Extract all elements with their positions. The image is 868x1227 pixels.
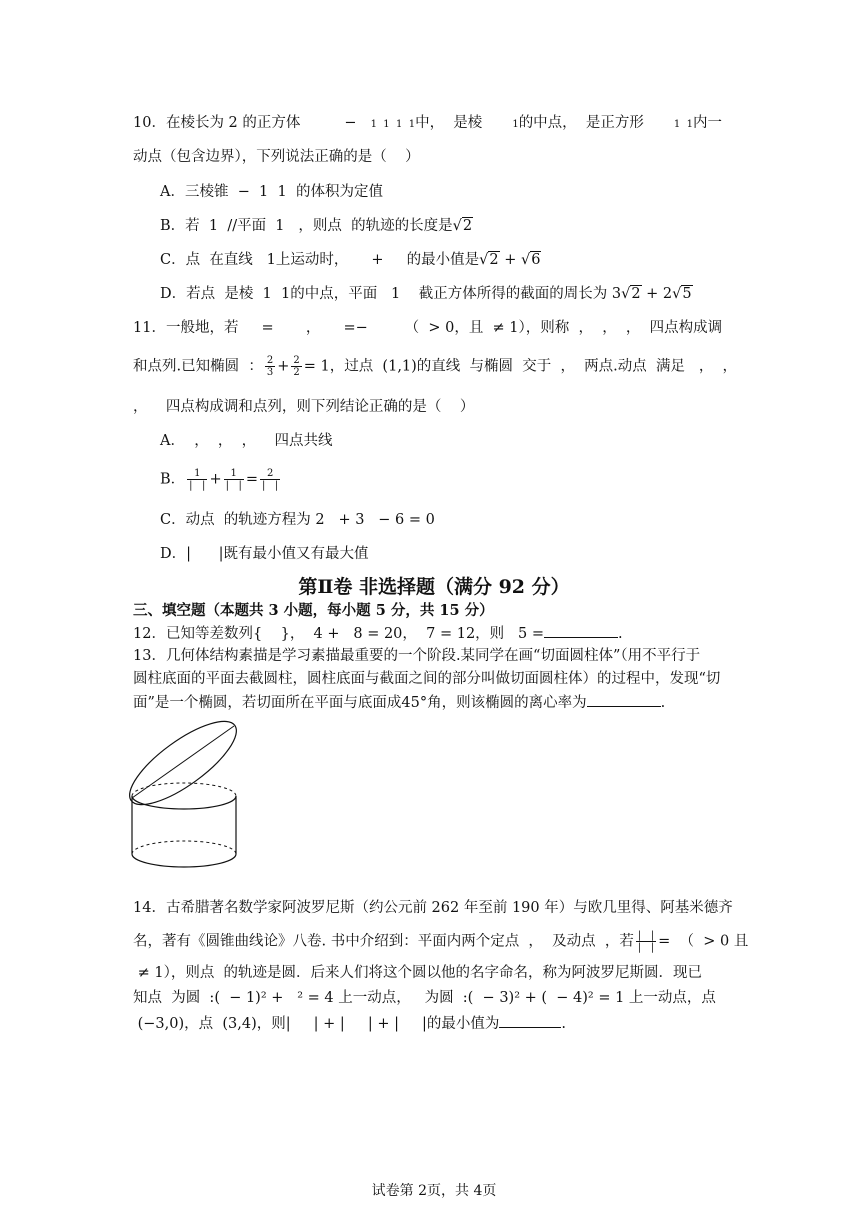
q10-option-b: B．若 1 //平面 1 ，则点 的轨迹的长度是√2 bbox=[160, 218, 473, 234]
part-three-heading: 三、填空题（本题共 3 小题，每小题 5 分，共 15 分） bbox=[133, 602, 494, 619]
cut-cylinder-figure bbox=[125, 718, 245, 878]
q11-option-b: B． $\frac{1}{| |}$ + $\frac{1}{| |}$ = $\frac{2}{| |}$ bbox=[160, 468, 279, 491]
q10-stem-line2: 动点（包含边界），下列说法正确的是（ ） bbox=[133, 149, 420, 165]
q10-option-c: C．点 在直线 1上运动时， + 的最小值是√2 + √6 bbox=[160, 252, 541, 268]
q14-stem-line2: 名，著有《圆锥曲线论》八卷. 书中介绍到：平面内两个定点 ， 及动点 ，若 $\frac{| |}{| |}$ = （ > 0 且 bbox=[133, 930, 749, 953]
q10-option-a: A．三棱锥 − 1 1 的体积为定值 bbox=[160, 184, 383, 200]
q10-stem-line1: 10．在棱长为 2 的正方体 − 1 1 1 1中， 是棱 1的中点， 是正方形 1 1内一 bbox=[133, 115, 722, 131]
q11-option-c: C．动点 的轨迹方程为 2 + 3 − 6 = 0 bbox=[160, 512, 435, 528]
q11-option-d: D．| |既有最小值又有最大值 bbox=[160, 546, 369, 562]
q11-stem-line1: 11．一般地，若 = ， =− （ > 0，且 ≠ 1），则称 ， ， ， 四点构成调 bbox=[133, 320, 723, 336]
q13-answer-blank[interactable] bbox=[587, 692, 661, 707]
q14-answer-blank[interactable] bbox=[499, 1013, 561, 1028]
q11-option-a: A． ， ， ， 四点共线 bbox=[160, 433, 333, 449]
q11-stem-line2: 和点列.已知椭圆 ： $\frac{2}{3}$ + $\frac{2}{2}$ = 1，过点 (1,1)的直线 与椭圆 交于 ， 两点.动点 满足 ， ， bbox=[133, 355, 738, 378]
q10-option-d: D．若点 是棱 1 1的中点，平面 1 截正方体所得的截面的周长为 3√2 + 2√5 bbox=[160, 286, 692, 302]
q11-stem-line3: ， 四点构成调和点列，则下列结论正确的是（ ） bbox=[133, 399, 475, 415]
q14-stem-line4: 知点 为圆 :( − 1)² + ² = 4 上一动点， 为圆 :( − 3)² + ( − 4)² = 1 上一动点，点 bbox=[133, 990, 716, 1006]
q13-stem-line3: 面”是一个椭圆，若切面所在平面与底面成45°角，则该椭圆的离心率为 . bbox=[133, 692, 665, 713]
page-footer: 试卷第 2页，共 4页 bbox=[371, 1183, 497, 1199]
q14-stem-line1: 14．古希腊著名数学家阿波罗尼斯（约公元前 262 年至前 190 年）与欧几里得、阿基米德齐 bbox=[133, 900, 733, 916]
section-title: 第Ⅱ卷 非选择题（满分 92 分） bbox=[298, 576, 570, 598]
q12-stem: 12．已知等差数列{ }， 4 + 8 = 20， 7 = 12，则 5 = . bbox=[133, 623, 623, 644]
q12-answer-blank[interactable] bbox=[544, 623, 618, 638]
q14-stem-line3: ≠ 1），则点 的轨迹是圆．后来人们将这个圆以他的名字命名，称为阿波罗尼斯圆．现已 bbox=[133, 965, 703, 981]
q13-stem-line2: 圆柱底面的平面去截圆柱，圆柱底面与截面之间的部分叫做切面圆柱体）的过程中，发现“切 bbox=[133, 671, 721, 687]
q14-stem-line5: (−3,0)，点 (3,4)，则| | + | | + | |的最小值为 . bbox=[133, 1013, 566, 1034]
q13-stem-line1: 13．几何体结构素描是学习素描最重要的一个阶段.某同学在画“切面圆柱体”（用不平行于 bbox=[133, 648, 701, 664]
